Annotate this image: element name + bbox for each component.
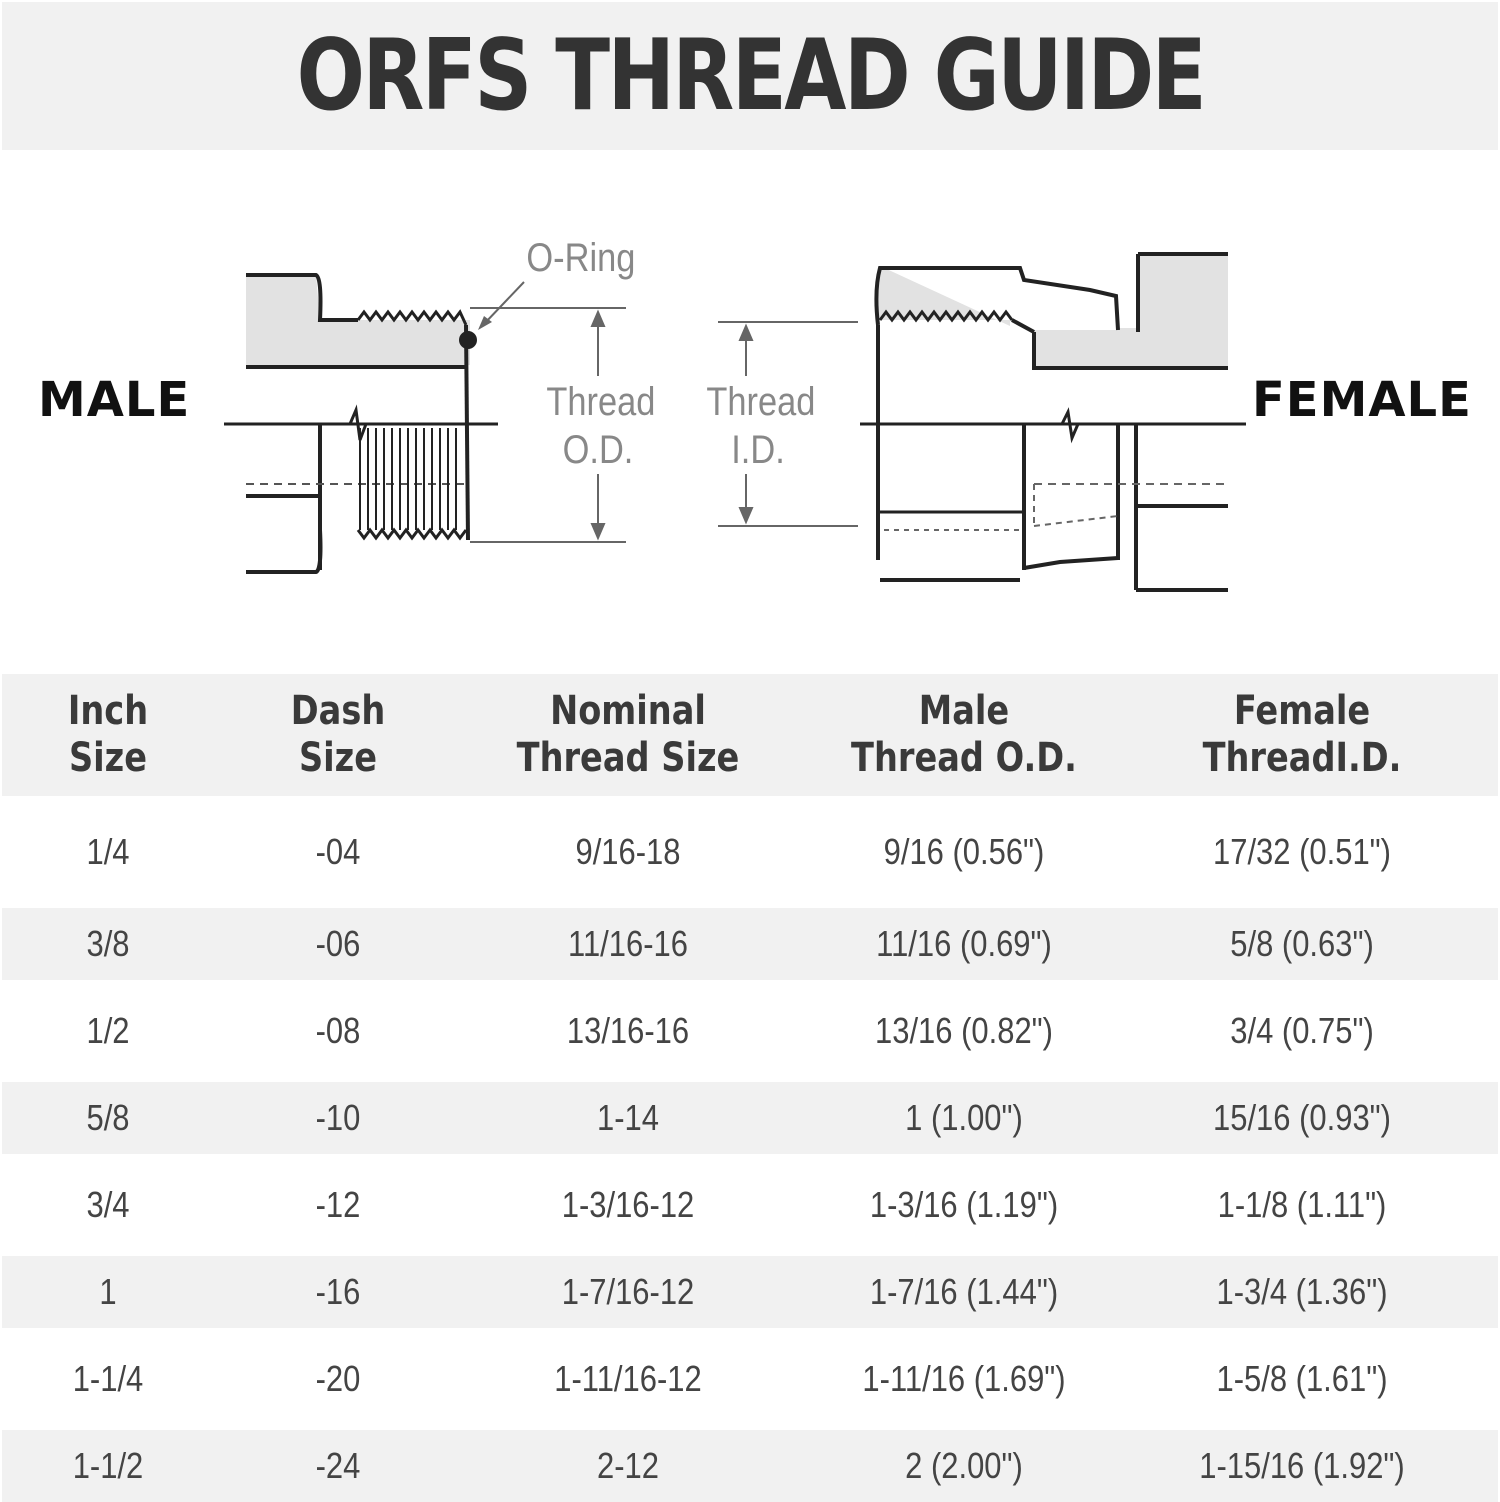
- table-cell: -10: [315, 1097, 361, 1138]
- table-cell: 9/16 (0.56"): [883, 831, 1045, 872]
- table-cell: 9/16-18: [575, 831, 681, 872]
- table-row: [2, 1154, 1498, 1256]
- column-header-line: ThreadI.D.: [1202, 735, 1402, 781]
- column-header-line: Dash: [290, 688, 386, 734]
- table-cell: 1-3/4 (1.36"): [1216, 1271, 1388, 1312]
- table-cell: 3/8: [86, 923, 130, 964]
- thread-od-label: [546, 378, 656, 474]
- column-header-line: Size: [68, 735, 148, 781]
- table-row: [2, 908, 1498, 980]
- table-cell: 15/16 (0.93"): [1213, 1097, 1391, 1138]
- table-cell: -12: [315, 1184, 361, 1225]
- column-header-line: Nominal: [550, 688, 706, 734]
- thread-od-line-2: O.D.: [562, 428, 634, 472]
- table-cell: 1-14: [597, 1097, 659, 1138]
- table-cell: 1-1/4: [72, 1358, 144, 1399]
- column-header: [1176, 688, 1428, 782]
- oring-label: O-Ring: [526, 236, 636, 280]
- table-cell: 1-5/8 (1.61"): [1216, 1358, 1388, 1399]
- table-cell: -24: [315, 1445, 361, 1486]
- table-row: [2, 796, 1498, 908]
- column-header: [838, 688, 1090, 782]
- table-cell: 1/4: [86, 831, 130, 872]
- page-title: ORFS THREAD GUIDE: [296, 19, 1204, 133]
- table-cell: 1-3/16 (1.19"): [869, 1184, 1059, 1225]
- table-cell: -16: [315, 1271, 361, 1312]
- table-cell: 5/8: [86, 1097, 130, 1138]
- table-cell: 1-1/2: [72, 1445, 144, 1486]
- table-cell: 3/4: [86, 1184, 130, 1225]
- column-header-line: Female: [1233, 688, 1371, 734]
- column-header-line: Size: [298, 735, 378, 781]
- table-cell: -20: [315, 1358, 361, 1399]
- table-cell: 1/2: [86, 1010, 130, 1051]
- male-fitting-drawing: [224, 275, 498, 572]
- table-cell: -08: [315, 1010, 361, 1051]
- table-cell: 1 (1.00"): [905, 1097, 1023, 1138]
- thread-id-line-1: Thread: [706, 380, 816, 424]
- table-cell: 11/16-16: [568, 923, 688, 964]
- column-header-line: Thread Size: [516, 735, 740, 781]
- table-cell: 2-12: [597, 1445, 659, 1486]
- thread-od-line-1: Thread: [546, 380, 656, 424]
- column-header: [24, 688, 192, 782]
- table-cell: 1-7/16-12: [561, 1271, 695, 1312]
- table-header: [2, 674, 1498, 796]
- table-body: [2, 796, 1498, 1502]
- table-cell: 1-7/16 (1.44"): [869, 1271, 1059, 1312]
- table-row: [2, 980, 1498, 1082]
- table-cell: 11/16 (0.69"): [876, 923, 1052, 964]
- thread-diagram: [0, 150, 1500, 670]
- table-cell: 1-15/16 (1.92"): [1199, 1445, 1405, 1486]
- table-row: [2, 1328, 1498, 1430]
- thread-id-label: [706, 378, 816, 474]
- table-cell: 1-3/16-12: [561, 1184, 695, 1225]
- table-row: [2, 1256, 1498, 1328]
- column-header-line: Inch: [67, 688, 149, 734]
- table-cell: -06: [315, 923, 361, 964]
- female-fitting-drawing: [860, 254, 1246, 590]
- table-cell: 17/32 (0.51"): [1213, 831, 1391, 872]
- table-cell: 3/4 (0.75"): [1230, 1010, 1374, 1051]
- column-header: [502, 688, 754, 782]
- table-row: [2, 1082, 1498, 1154]
- title-band: [2, 2, 1498, 150]
- thread-id-line-2: I.D.: [731, 428, 785, 472]
- table-cell: -04: [315, 831, 361, 872]
- table-cell: 1-11/16-12: [554, 1358, 702, 1399]
- thread-table: [2, 674, 1498, 1502]
- table-cell: 1-11/16 (1.69"): [862, 1358, 1066, 1399]
- table-cell: 13/16 (0.82"): [875, 1010, 1053, 1051]
- column-header-line: Male: [918, 688, 1010, 734]
- table-row: [2, 1430, 1498, 1502]
- table-cell: 5/8 (0.63"): [1230, 923, 1374, 964]
- female-label: FEMALE: [1252, 372, 1472, 428]
- male-label: MALE: [38, 372, 191, 428]
- table-cell: 1-1/8 (1.11"): [1217, 1184, 1387, 1225]
- table-cell: 2 (2.00"): [905, 1445, 1023, 1486]
- table-cell: 1: [99, 1271, 117, 1312]
- table-cell: 13/16-16: [566, 1010, 690, 1051]
- column-header-line: Thread O.D.: [851, 735, 1077, 781]
- column-header: [254, 688, 422, 782]
